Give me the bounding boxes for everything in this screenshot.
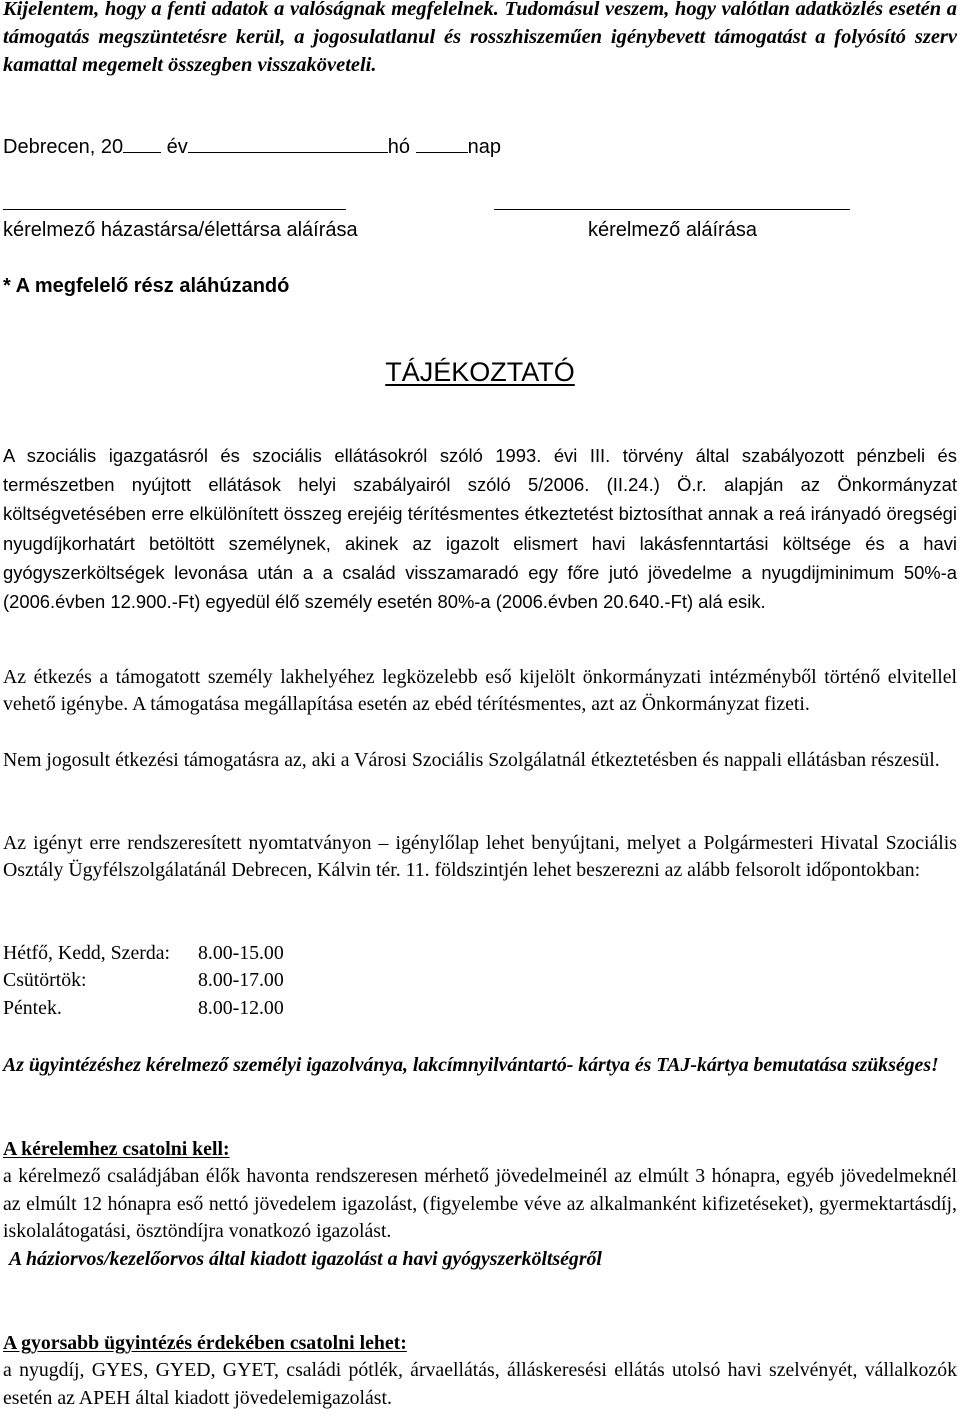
office-hours-time: 8.00-15.00 [198,942,284,964]
office-hours-row [3,995,957,1022]
spouse-signature-line[interactable] [3,209,346,210]
underline-note: * A megfelelő rész aláhúzandó [3,275,290,297]
claim-paragraph: Az igényt erre rendszeresített nyomtatványon – igénylőlap lehet benyújtani, melyet a Polgármesteri Hivatal Szociális Osztály Ügyfélszolgálatánál Debrecen, Kálvin tér. 11. földszintjén lehet beszerezni az alább felsorolt időpontokban: [3,832,957,882]
faster-processing-section [3,1330,957,1412]
spouse-signature-label: kérelmező házastársa/élettársa aláírása [3,219,358,241]
date-day-word: nap [467,136,501,158]
office-hours-row [3,967,957,994]
applicant-signature-label: kérelmező aláírása [588,219,757,241]
office-hours-time: 8.00-17.00 [198,969,284,992]
faster-processing-text: a nyugdíj, GYES, GYED, GYET, családi pótlék, árvaellátás, álláskeresési ellátás utolsó havi szelvényét, vállalkozók esetén az APEH által kiadott jövedelemigazolást. [3,1359,957,1409]
page-title: TÁJÉKOZTATÓ [385,357,575,387]
day-blank[interactable] [416,134,468,153]
date-line [3,133,957,161]
office-hours [3,940,957,1022]
office-hours-row [3,940,957,967]
attachments-section [3,1136,957,1273]
law-paragraph: A szociális igazgatásról és szociális ellátásokról szóló 1993. évi III. törvény által szabályozott pénzbeli és természetben nyújtott ellátások helyi szabályairól szóló 5/2006. (II.24.) Ö.r. alapján az Önkormányzat költségvetésében erre elkülönített összeg erejéig térítésmentes étkeztetést biztosíthat annak a reá irányadó öregségi nyugdíjkorhatárt betöltött személynek, akinek az igazolt elismert havi lakásfenntartási költsége és a havi gyógyszerköltségek levonása után a a család visszamaradó egy főre jutó jövedelme a nyugdijminimum 50%-a (2006.évben 12.900.-Ft) egyedül élő személy esetén 80%-a (2006.évben 20.640.-Ft) alá esik. [3,445,957,613]
office-hours-days: Hétfő, Kedd, Szerda: [3,942,170,964]
declaration-paragraph: Kijelentem, hogy a fenti adatok a valóságnak megfelelnek. Tudomásul veszem, hogy valótlan adatközlés esetén a támogatás megszüntetésre kerül, a jogosulatlanul és rosszhiszeműen igénybevett támogatást a folyósító szerv kamattal megemelt összegben visszaköveteli. [3,0,957,76]
not-entitled-paragraph: Nem jogosult étkezési támogatásra az, aki a Városi Szociális Szolgálatnál étkeztetésben és nappali ellátásban részesül. [3,749,940,771]
attachments-heading: A kérelemhez csatolni kell: [3,1138,230,1160]
faster-processing-heading: A gyorsabb ügyintézés érdekében csatolni lehet: [3,1332,407,1354]
date-year-word: év [166,136,188,158]
year-blank[interactable] [123,134,161,153]
office-hours-time: 8.00-12.00 [198,996,284,1019]
office-hours-days: Péntek. [3,996,62,1019]
meal-paragraph: Az étkezés a támogatott személy lakhelyéhez legközelebb eső kijelölt önkormányzati intézményből történő elvitellel vehető igénybe. A támogatása megállapítása esetén az ebéd térítésmentes, azt az Önkormányzat fizeti. [3,666,957,716]
admin-note: Az ügyintézéshez kérelmező személyi igazolványa, lakcímnyilvántartó- kártya és TAJ-kártya bemutatása szükséges! [3,1054,939,1076]
office-hours-days: Csütörtök: [3,969,87,992]
date-city: Debrecen, 20 [3,136,124,158]
attachments-text: a kérelmező családjában élők havonta rendszeresen mérhető jövedelmeinél az elmúlt 3 hónapra, egyéb jövedelmeknél az elmúlt 12 hónapra eső nettó jövedelem igazolást, (figyelembe véve az alkalmanként kifizetéseket), gyermektartásdíj, iskolalátogatási, ösztöndíjra vonatkozó igazolást. [3,1165,957,1243]
month-blank[interactable] [188,134,388,153]
gp-certificate-note: A háziorvos/kezelőorvos által kiadott igazolást a havi gyógyszerköltségről [9,1247,602,1270]
date-month-word: hó [387,136,411,158]
applicant-signature-line[interactable] [494,209,850,210]
